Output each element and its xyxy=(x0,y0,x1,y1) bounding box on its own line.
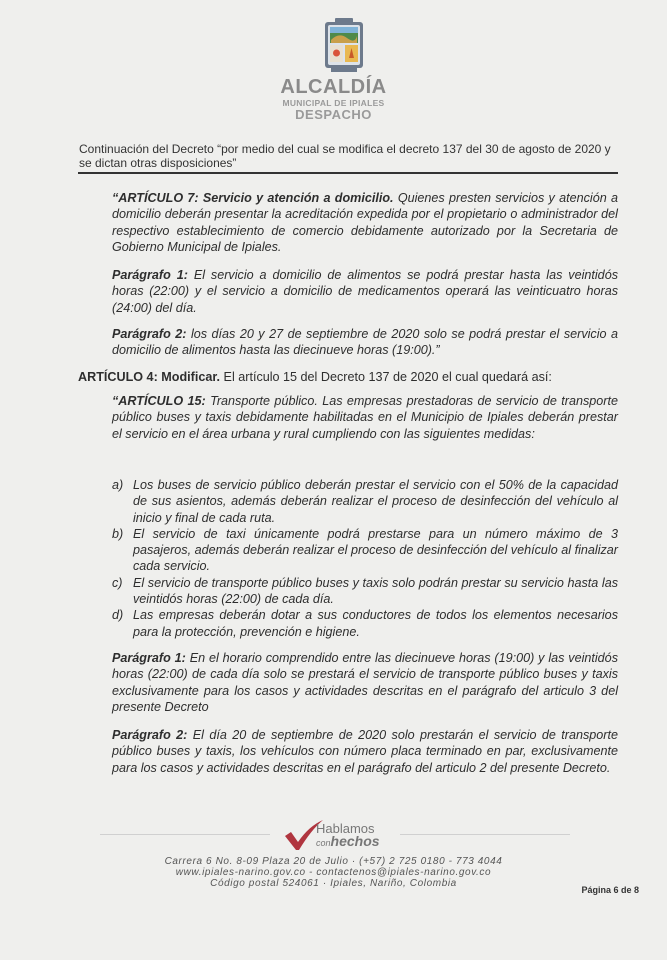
article-7-heading: “ARTÍCULO 7: Servicio y atención a domicilio. xyxy=(112,191,394,205)
footer-address: Carrera 6 No. 8-09 Plaza 20 de Julio · (+57) 2 725 0180 - 773 4044 xyxy=(164,856,503,867)
list-item xyxy=(112,477,618,526)
article-7-text: Quienes presten servicios y atención a domicilio deberán presentar la acreditación expedida por el propietario o administrador del respectivo establecimiento de comercio debidamente autorizado por la Secretaria de Gobierno Municipal de Ipiales. xyxy=(112,191,619,254)
article-15-paragraph-2 xyxy=(112,727,618,776)
list-item-text: El servicio de taxi únicamente podrá prestarse para un número máximo de 3 pasajeros, además deberán realizar el proceso de desinfección del vehículo al finalizar cada servicio. xyxy=(133,526,618,574)
footer-divider-right xyxy=(400,834,570,835)
article-7-paragraph-2 xyxy=(112,326,618,359)
transport-measures-list xyxy=(112,477,618,640)
slogan-hechos: hechos xyxy=(330,833,380,849)
slogan-line-2 xyxy=(316,834,380,850)
list-marker: b) xyxy=(112,526,124,541)
slogan-line-1: Hablamos xyxy=(316,821,375,836)
brand-title: ALCALDÍA xyxy=(280,76,387,98)
list-marker: c) xyxy=(112,575,123,590)
coat-of-arms-icon xyxy=(321,18,367,74)
list-item xyxy=(112,575,618,608)
list-item xyxy=(112,526,618,575)
paragraph-label: Parágrafo 1: xyxy=(112,651,186,665)
list-marker: a) xyxy=(112,478,124,492)
article-4 xyxy=(78,369,623,385)
footer-divider-left xyxy=(100,834,270,835)
list-item-text: Las empresas deberán dotar a sus conductores de todos los elementos necesarios para la protección, prevención e higiene. xyxy=(133,608,618,639)
paragraph-text: El servicio a domicilio de alimentos se podrá prestar hasta las veintidós horas (22:00) y el servicio a domicilio de medicamentos operará las veinticuatro horas (24:00) del día. xyxy=(112,268,618,315)
footer-postal: Código postal 524061 · Ipiales, Nariño, Colombia xyxy=(210,878,457,889)
header-divider xyxy=(78,172,618,174)
footer-web-contact: www.ipiales-narino.gov.co - contactenos@ipiales-narino.gov.co xyxy=(175,867,492,878)
list-item xyxy=(112,607,618,640)
paragraph-text: El día 20 de septiembre de 2020 solo prestarán el servicio de transporte público buses y taxis, los vehículos con número placa terminado en par, exclusivamente para los casos y actividades descritas en el parágrafo del articulo 2 del presente Decreto. xyxy=(112,728,618,775)
article-15-heading: “ARTÍCULO 15: xyxy=(112,394,206,408)
article-15 xyxy=(112,393,618,442)
article-4-text: El artículo 15 del Decreto 137 de 2020 el cual quedará así: xyxy=(220,370,552,384)
brand-subtitle: MUNICIPAL DE IPIALES xyxy=(282,98,385,108)
paragraph-label: Parágrafo 2: xyxy=(112,728,188,742)
list-item-text: Los buses de servicio público deberán prestar el servicio con el 50% de la capacidad de sus asientos, además deberán realizar el proceso de desinfección del vehículo al inicio y final de cada ruta. xyxy=(133,478,618,525)
article-7-paragraph-1 xyxy=(112,267,618,316)
list-marker: d) xyxy=(112,608,124,623)
article-7 xyxy=(112,190,618,255)
article-4-heading: ARTÍCULO 4: Modificar. xyxy=(78,370,221,384)
article-15-paragraph-1 xyxy=(112,650,618,715)
paragraph-text: los días 20 y 27 de septiembre de 2020 solo se podrá prestar el servicio a domicilio de alimentos hasta las diecinueve horas (19:00).” xyxy=(112,327,618,358)
decree-continuation-header: Continuación del Decreto “por medio del cual se modifica el decreto 137 del 30 de agosto de 2020 y se dictan otras disposiciones” xyxy=(79,142,611,170)
slogan-con: con xyxy=(316,838,331,848)
paragraph-text: En el horario comprendido entre las diecinueve horas (19:00) y las veintidós horas (22:00) de cada día solo se prestará el servicio de transporte público buses y taxis exclusivamente para los casos y actividades descritas en el parágrafo del articulo 3 del presente Decreto xyxy=(112,651,618,714)
list-item-text: El servicio de transporte público buses y taxis solo podrán prestar su servicio hasta las veintidós horas (22:00) de cada día. xyxy=(133,575,618,607)
paragraph-label: Parágrafo 2: xyxy=(112,327,187,341)
article-15-text: Transporte público. Las empresas prestadoras de servicio de transporte público buses y taxis debidamente habilitadas en el Municipio de Ipiales deberán prestar el servicio en el área urbana y rural cumpliendo con las siguientes medidas: xyxy=(112,394,618,441)
brand-department: DESPACHO xyxy=(295,107,372,122)
paragraph-label: Parágrafo 1: xyxy=(112,268,188,282)
page-number: Página 6 de 8 xyxy=(581,885,639,895)
